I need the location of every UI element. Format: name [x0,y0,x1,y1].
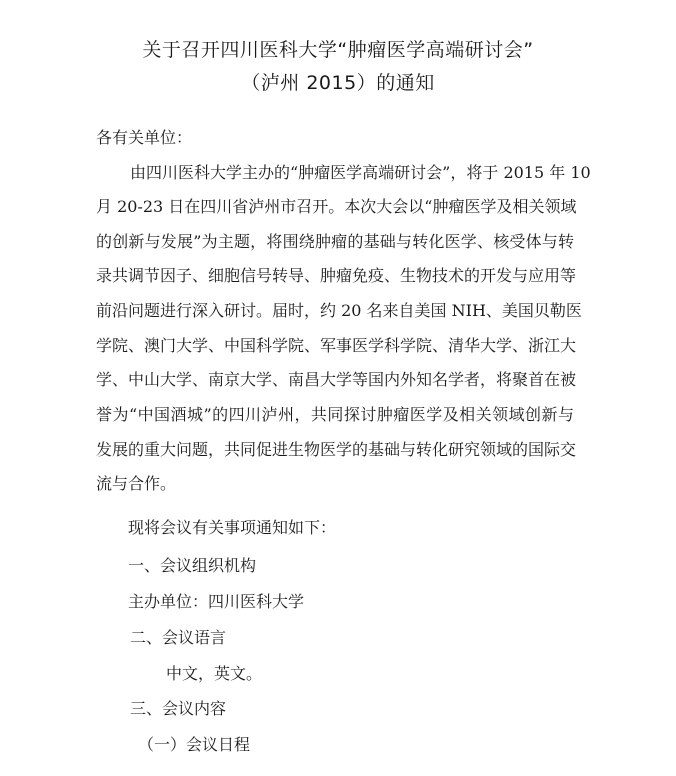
body-paragraph-line: 誉为“中国酒城”的四川泸州，共同探讨肿瘤医学及相关领域创新与 [96,405,574,424]
section-content-language: 中文，英文。 [166,664,263,683]
section-heading-organization: 一、会议组织机构 [128,556,257,575]
salutation: 各有关单位： [96,128,193,147]
body-paragraph-line: 发展的重大问题，共同促进生物医学的基础与转化研究领域的国际交 [96,440,577,459]
document-title-line-1: 关于召开四川医科大学“肿瘤医学高端研讨会” [142,39,534,61]
body-paragraph-line: 由四川医科大学主办的“肿瘤医学高端研讨会”，将于 2015 年 10 [130,163,591,182]
body-paragraph-line: 录共调节因子、细胞信号转导、肿瘤免疫、生物技术的开发与应用等 [96,266,577,285]
body-paragraph-line: 月 20-23 日在四川省泸州市召开。本次大会以“肿瘤医学及相关领域 [96,197,577,216]
body-paragraph-line: 前沿问题进行深入研讨。届时，约 20 名来自美国 NIH、美国贝勒医 [96,301,582,320]
notice-intro: 现将会议有关事项通知如下： [128,518,337,537]
subsection-heading-schedule: （一）会议日程 [138,735,251,754]
body-paragraph-line: 学、中山大学、南京大学、南昌大学等国内外知名学者，将聚首在被 [96,370,577,389]
document-title-line-2: （泸州 2015）的通知 [241,72,435,94]
section-content-host: 主办单位：四川医科大学 [128,592,305,611]
section-heading-content: 三、会议内容 [130,699,227,718]
body-paragraph-line: 学院、澳门大学、中国科学院、军事医学科学院、清华大学、浙江大 [96,336,577,355]
body-paragraph-line: 流与合作。 [96,474,177,493]
body-paragraph-line: 的创新与发展”为主题，将围绕肿瘤的基础与转化医学、核受体与转 [96,232,574,251]
section-heading-language: 二、会议语言 [130,628,227,647]
